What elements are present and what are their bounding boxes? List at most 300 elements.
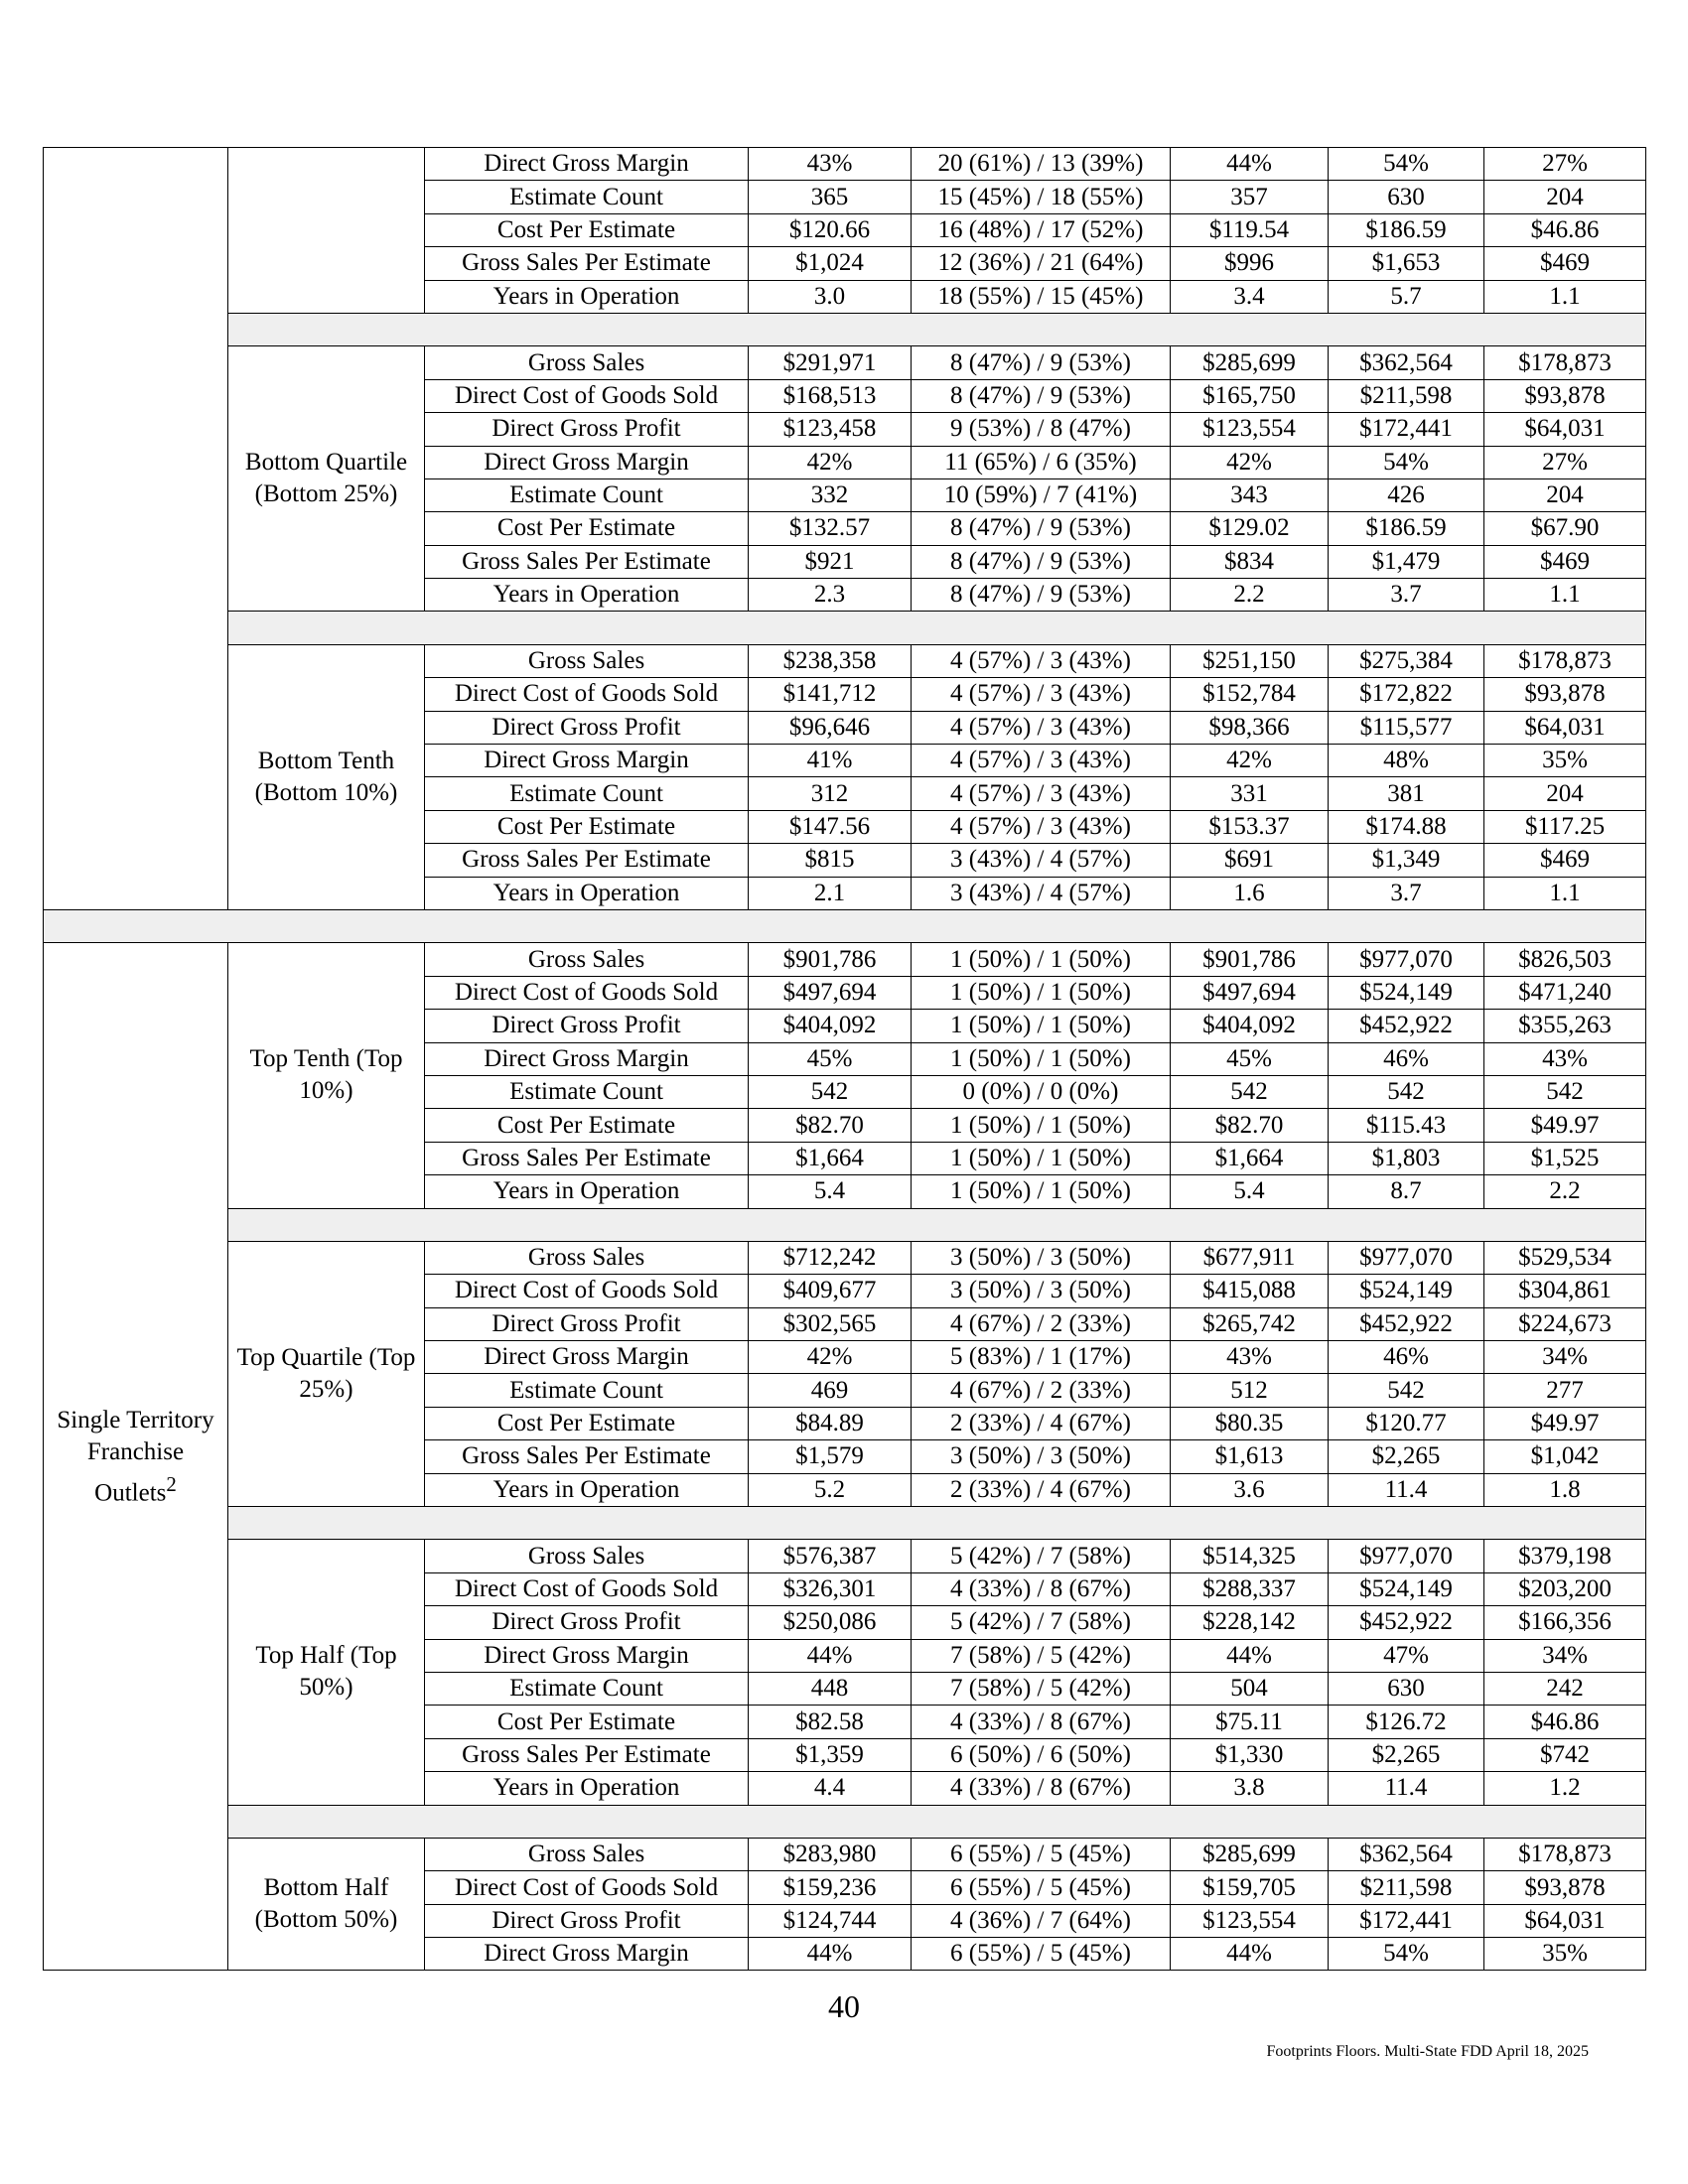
- high-value: $1,479: [1329, 545, 1484, 578]
- low-value: $67.90: [1484, 512, 1646, 545]
- metric-label: Estimate Count: [425, 478, 749, 511]
- metric-label: Cost Per Estimate: [425, 1706, 749, 1738]
- median-value: $285,699: [1171, 346, 1329, 379]
- high-value: $174.88: [1329, 810, 1484, 843]
- average-value: $1,579: [749, 1440, 912, 1473]
- metric-label: Direct Gross Margin: [425, 1341, 749, 1374]
- high-value: $362,564: [1329, 1838, 1484, 1870]
- median-value: 3.8: [1171, 1772, 1329, 1805]
- median-value: $901,786: [1171, 943, 1329, 976]
- group-separator-row: [44, 612, 1646, 644]
- above-below-count: 7 (58%) / 5 (42%): [912, 1672, 1171, 1705]
- low-value: 27%: [1484, 446, 1646, 478]
- average-value: $302,565: [749, 1307, 912, 1340]
- above-below-count: 4 (33%) / 8 (67%): [912, 1706, 1171, 1738]
- metric-label: Direct Gross Profit: [425, 1307, 749, 1340]
- median-value: $251,150: [1171, 644, 1329, 677]
- low-value: $304,861: [1484, 1275, 1646, 1307]
- average-value: $124,744: [749, 1904, 912, 1937]
- average-value: $168,513: [749, 379, 912, 412]
- above-below-count: 8 (47%) / 9 (53%): [912, 579, 1171, 612]
- table-row: [44, 1241, 1646, 1274]
- low-value: $64,031: [1484, 413, 1646, 446]
- footer-text: Footprints Floors. Multi-State FDD April 18, 2025: [1266, 2043, 1589, 2060]
- high-value: $524,149: [1329, 976, 1484, 1009]
- average-value: 2.3: [749, 579, 912, 612]
- above-below-count: 4 (57%) / 3 (43%): [912, 777, 1171, 810]
- average-value: $141,712: [749, 678, 912, 711]
- separator-cell: [228, 313, 1646, 345]
- median-value: 43%: [1171, 1341, 1329, 1374]
- low-value: $379,198: [1484, 1540, 1646, 1572]
- low-value: $46.86: [1484, 213, 1646, 246]
- low-value: $178,873: [1484, 346, 1646, 379]
- median-value: $129.02: [1171, 512, 1329, 545]
- above-below-count: 4 (33%) / 8 (67%): [912, 1772, 1171, 1805]
- separator-cell: [228, 1507, 1646, 1540]
- metric-label: Cost Per Estimate: [425, 512, 749, 545]
- median-value: 504: [1171, 1672, 1329, 1705]
- above-below-count: 4 (36%) / 7 (64%): [912, 1904, 1171, 1937]
- low-value: 1.2: [1484, 1772, 1646, 1805]
- high-value: $977,070: [1329, 1241, 1484, 1274]
- high-value: $524,149: [1329, 1572, 1484, 1605]
- low-value: $1,042: [1484, 1440, 1646, 1473]
- high-value: $186.59: [1329, 512, 1484, 545]
- low-value: 204: [1484, 777, 1646, 810]
- high-value: 54%: [1329, 446, 1484, 478]
- median-value: 331: [1171, 777, 1329, 810]
- median-value: $834: [1171, 545, 1329, 578]
- low-value: $93,878: [1484, 1871, 1646, 1904]
- average-value: 312: [749, 777, 912, 810]
- low-value: 2.2: [1484, 1175, 1646, 1208]
- low-value: $203,200: [1484, 1572, 1646, 1605]
- high-value: $452,922: [1329, 1307, 1484, 1340]
- high-value: $211,598: [1329, 1871, 1484, 1904]
- high-value: 3.7: [1329, 877, 1484, 909]
- median-value: 542: [1171, 1075, 1329, 1108]
- average-value: $147.56: [749, 810, 912, 843]
- above-below-count: 20 (61%) / 13 (39%): [912, 148, 1171, 181]
- metric-label: Direct Gross Margin: [425, 446, 749, 478]
- average-value: $96,646: [749, 711, 912, 744]
- above-below-count: 4 (57%) / 3 (43%): [912, 644, 1171, 677]
- median-value: $514,325: [1171, 1540, 1329, 1572]
- footnote-marker: 2: [166, 1471, 177, 1496]
- low-value: 204: [1484, 478, 1646, 511]
- metric-label: Cost Per Estimate: [425, 213, 749, 246]
- average-value: 448: [749, 1672, 912, 1705]
- above-below-count: 1 (50%) / 1 (50%): [912, 1175, 1171, 1208]
- average-value: $409,677: [749, 1275, 912, 1307]
- metric-label: Direct Cost of Goods Sold: [425, 1871, 749, 1904]
- above-below-count: 5 (42%) / 7 (58%): [912, 1606, 1171, 1639]
- median-value: 42%: [1171, 745, 1329, 777]
- metric-label: Gross Sales Per Estimate: [425, 1142, 749, 1174]
- group-label-cell: [228, 346, 425, 612]
- high-value: $186.59: [1329, 213, 1484, 246]
- low-value: 1.8: [1484, 1473, 1646, 1506]
- average-value: $815: [749, 844, 912, 877]
- low-value: 34%: [1484, 1341, 1646, 1374]
- group-label-cell: [228, 943, 425, 1208]
- metric-label: Gross Sales Per Estimate: [425, 545, 749, 578]
- median-value: $82.70: [1171, 1109, 1329, 1142]
- high-value: $452,922: [1329, 1606, 1484, 1639]
- high-value: 5.7: [1329, 280, 1484, 313]
- median-value: $265,742: [1171, 1307, 1329, 1340]
- above-below-count: 2 (33%) / 4 (67%): [912, 1407, 1171, 1439]
- high-value: $977,070: [1329, 1540, 1484, 1572]
- outlet-separator-row: [44, 909, 1646, 942]
- median-value: 44%: [1171, 1938, 1329, 1971]
- average-value: $82.70: [749, 1109, 912, 1142]
- average-value: 4.4: [749, 1772, 912, 1805]
- metric-label: Cost Per Estimate: [425, 1109, 749, 1142]
- above-below-count: 3 (50%) / 3 (50%): [912, 1440, 1171, 1473]
- low-value: $166,356: [1484, 1606, 1646, 1639]
- low-value: 277: [1484, 1374, 1646, 1407]
- low-value: $469: [1484, 844, 1646, 877]
- above-below-count: 10 (59%) / 7 (41%): [912, 478, 1171, 511]
- above-below-count: 9 (53%) / 8 (47%): [912, 413, 1171, 446]
- low-value: $49.97: [1484, 1407, 1646, 1439]
- outlet-type-label: Single Territory Franchise Outlets: [57, 1406, 214, 1507]
- median-value: $288,337: [1171, 1572, 1329, 1605]
- above-below-count: 3 (50%) / 3 (50%): [912, 1275, 1171, 1307]
- average-value: $132.57: [749, 512, 912, 545]
- median-value: $75.11: [1171, 1706, 1329, 1738]
- metric-label: Years in Operation: [425, 1473, 749, 1506]
- above-below-count: 5 (42%) / 7 (58%): [912, 1540, 1171, 1572]
- low-value: $355,263: [1484, 1010, 1646, 1042]
- median-value: $497,694: [1171, 976, 1329, 1009]
- metric-label: Gross Sales: [425, 346, 749, 379]
- metric-label: Estimate Count: [425, 1672, 749, 1705]
- above-below-count: 4 (67%) / 2 (33%): [912, 1307, 1171, 1340]
- group-separator-row: [44, 1507, 1646, 1540]
- above-below-count: 0 (0%) / 0 (0%): [912, 1075, 1171, 1108]
- separator-cell: [228, 1805, 1646, 1838]
- median-value: $159,705: [1171, 1871, 1329, 1904]
- high-value: $126.72: [1329, 1706, 1484, 1738]
- group-separator-row: [44, 313, 1646, 345]
- average-value: $120.66: [749, 213, 912, 246]
- table-row: [44, 148, 1646, 181]
- group-label: Bottom Quartile (Bottom 25%): [244, 449, 408, 508]
- metric-label: Direct Gross Margin: [425, 745, 749, 777]
- metric-label: Direct Gross Profit: [425, 413, 749, 446]
- above-below-count: 8 (47%) / 9 (53%): [912, 545, 1171, 578]
- group-label-cell: [228, 1838, 425, 1971]
- above-below-count: 4 (57%) / 3 (43%): [912, 745, 1171, 777]
- metric-label: Direct Cost of Goods Sold: [425, 379, 749, 412]
- average-value: 41%: [749, 745, 912, 777]
- above-below-count: 1 (50%) / 1 (50%): [912, 976, 1171, 1009]
- median-value: $153.37: [1171, 810, 1329, 843]
- high-value: $115.43: [1329, 1109, 1484, 1142]
- high-value: $362,564: [1329, 346, 1484, 379]
- high-value: $524,149: [1329, 1275, 1484, 1307]
- low-value: 34%: [1484, 1639, 1646, 1672]
- metric-label: Estimate Count: [425, 1075, 749, 1108]
- low-value: 35%: [1484, 1938, 1646, 1971]
- metric-label: Gross Sales: [425, 943, 749, 976]
- above-below-count: 4 (57%) / 3 (43%): [912, 810, 1171, 843]
- average-value: $291,971: [749, 346, 912, 379]
- metric-label: Direct Gross Margin: [425, 1639, 749, 1672]
- metric-label: Estimate Count: [425, 777, 749, 810]
- low-value: $178,873: [1484, 644, 1646, 677]
- above-below-count: 1 (50%) / 1 (50%): [912, 1042, 1171, 1075]
- average-value: $712,242: [749, 1241, 912, 1274]
- outlet-type-cell: [44, 148, 228, 910]
- group-label-cell: [228, 148, 425, 314]
- median-value: $123,554: [1171, 413, 1329, 446]
- group-separator-row: [44, 1208, 1646, 1241]
- metric-label: Years in Operation: [425, 1175, 749, 1208]
- low-value: $529,534: [1484, 1241, 1646, 1274]
- average-value: $84.89: [749, 1407, 912, 1439]
- table-row: [44, 1838, 1646, 1870]
- average-value: $576,387: [749, 1540, 912, 1572]
- low-value: $178,873: [1484, 1838, 1646, 1870]
- median-value: $677,911: [1171, 1241, 1329, 1274]
- metric-label: Gross Sales Per Estimate: [425, 247, 749, 280]
- above-below-count: 1 (50%) / 1 (50%): [912, 1142, 1171, 1174]
- high-value: 46%: [1329, 1341, 1484, 1374]
- low-value: $93,878: [1484, 379, 1646, 412]
- metric-label: Gross Sales: [425, 644, 749, 677]
- median-value: 45%: [1171, 1042, 1329, 1075]
- low-value: 35%: [1484, 745, 1646, 777]
- median-value: $98,366: [1171, 711, 1329, 744]
- separator-cell: [228, 612, 1646, 644]
- median-value: 5.4: [1171, 1175, 1329, 1208]
- average-value: 42%: [749, 446, 912, 478]
- median-value: $228,142: [1171, 1606, 1329, 1639]
- high-value: $1,349: [1329, 844, 1484, 877]
- above-below-count: 11 (65%) / 6 (35%): [912, 446, 1171, 478]
- separator-cell: [228, 1208, 1646, 1241]
- performance-table: [43, 147, 1646, 1971]
- average-value: $159,236: [749, 1871, 912, 1904]
- group-label: Top Tenth (Top 10%): [249, 1045, 403, 1105]
- high-value: $211,598: [1329, 379, 1484, 412]
- median-value: $119.54: [1171, 213, 1329, 246]
- above-below-count: 3 (50%) / 3 (50%): [912, 1241, 1171, 1274]
- above-below-count: 6 (55%) / 5 (45%): [912, 1838, 1171, 1870]
- median-value: $1,613: [1171, 1440, 1329, 1473]
- median-value: 44%: [1171, 1639, 1329, 1672]
- page-number: 40: [828, 1988, 860, 2024]
- low-value: 542: [1484, 1075, 1646, 1108]
- low-value: $93,878: [1484, 678, 1646, 711]
- average-value: 5.4: [749, 1175, 912, 1208]
- above-below-count: 3 (43%) / 4 (57%): [912, 844, 1171, 877]
- average-value: $1,664: [749, 1142, 912, 1174]
- metric-label: Gross Sales Per Estimate: [425, 1440, 749, 1473]
- median-value: $996: [1171, 247, 1329, 280]
- above-below-count: 4 (67%) / 2 (33%): [912, 1374, 1171, 1407]
- metric-label: Direct Cost of Goods Sold: [425, 976, 749, 1009]
- high-value: $452,922: [1329, 1010, 1484, 1042]
- above-below-count: 7 (58%) / 5 (42%): [912, 1639, 1171, 1672]
- above-below-count: 15 (45%) / 18 (55%): [912, 181, 1171, 213]
- metric-label: Direct Cost of Goods Sold: [425, 1572, 749, 1605]
- metric-label: Cost Per Estimate: [425, 810, 749, 843]
- above-below-count: 6 (50%) / 6 (50%): [912, 1738, 1171, 1771]
- high-value: 3.7: [1329, 579, 1484, 612]
- median-value: $1,664: [1171, 1142, 1329, 1174]
- high-value: $1,803: [1329, 1142, 1484, 1174]
- above-below-count: 16 (48%) / 17 (52%): [912, 213, 1171, 246]
- metric-label: Gross Sales Per Estimate: [425, 1738, 749, 1771]
- median-value: 42%: [1171, 446, 1329, 478]
- average-value: 43%: [749, 148, 912, 181]
- average-value: 44%: [749, 1938, 912, 1971]
- low-value: $742: [1484, 1738, 1646, 1771]
- median-value: $404,092: [1171, 1010, 1329, 1042]
- metric-label: Cost Per Estimate: [425, 1407, 749, 1439]
- low-value: $64,031: [1484, 711, 1646, 744]
- median-value: $152,784: [1171, 678, 1329, 711]
- metric-label: Gross Sales: [425, 1838, 749, 1870]
- average-value: 332: [749, 478, 912, 511]
- low-value: $469: [1484, 545, 1646, 578]
- median-value: $80.35: [1171, 1407, 1329, 1439]
- high-value: 542: [1329, 1374, 1484, 1407]
- metric-label: Direct Cost of Goods Sold: [425, 1275, 749, 1307]
- median-value: $285,699: [1171, 1838, 1329, 1870]
- metric-label: Direct Gross Profit: [425, 1904, 749, 1937]
- high-value: 630: [1329, 1672, 1484, 1705]
- average-value: 42%: [749, 1341, 912, 1374]
- metric-label: Direct Gross Profit: [425, 1010, 749, 1042]
- median-value: 3.4: [1171, 280, 1329, 313]
- average-value: $921: [749, 545, 912, 578]
- median-value: $691: [1171, 844, 1329, 877]
- average-value: 5.2: [749, 1473, 912, 1506]
- average-value: $1,359: [749, 1738, 912, 1771]
- average-value: 3.0: [749, 280, 912, 313]
- high-value: 8.7: [1329, 1175, 1484, 1208]
- high-value: 54%: [1329, 148, 1484, 181]
- above-below-count: 8 (47%) / 9 (53%): [912, 346, 1171, 379]
- high-value: 47%: [1329, 1639, 1484, 1672]
- above-below-count: 4 (33%) / 8 (67%): [912, 1572, 1171, 1605]
- average-value: $326,301: [749, 1572, 912, 1605]
- above-below-count: 1 (50%) / 1 (50%): [912, 943, 1171, 976]
- low-value: 1.1: [1484, 877, 1646, 909]
- high-value: $115,577: [1329, 711, 1484, 744]
- median-value: 1.6: [1171, 877, 1329, 909]
- metric-label: Direct Gross Margin: [425, 148, 749, 181]
- low-value: $1,525: [1484, 1142, 1646, 1174]
- metric-label: Direct Gross Profit: [425, 1606, 749, 1639]
- average-value: $283,980: [749, 1838, 912, 1870]
- high-value: $977,070: [1329, 943, 1484, 976]
- average-value: $250,086: [749, 1606, 912, 1639]
- average-value: 44%: [749, 1639, 912, 1672]
- high-value: $2,265: [1329, 1738, 1484, 1771]
- metric-label: Direct Gross Margin: [425, 1042, 749, 1075]
- median-value: $1,330: [1171, 1738, 1329, 1771]
- average-value: $82.58: [749, 1706, 912, 1738]
- metric-label: Gross Sales: [425, 1540, 749, 1572]
- high-value: 54%: [1329, 1938, 1484, 1971]
- average-value: 365: [749, 181, 912, 213]
- above-below-count: 8 (47%) / 9 (53%): [912, 379, 1171, 412]
- group-separator-row: [44, 1805, 1646, 1838]
- average-value: $404,092: [749, 1010, 912, 1042]
- table-row: [44, 346, 1646, 379]
- average-value: $1,024: [749, 247, 912, 280]
- low-value: 43%: [1484, 1042, 1646, 1075]
- metric-label: Direct Gross Margin: [425, 1938, 749, 1971]
- median-value: $415,088: [1171, 1275, 1329, 1307]
- high-value: $172,441: [1329, 413, 1484, 446]
- group-label-cell: [228, 1241, 425, 1506]
- high-value: $172,441: [1329, 1904, 1484, 1937]
- metric-label: Years in Operation: [425, 877, 749, 909]
- median-value: 3.6: [1171, 1473, 1329, 1506]
- median-value: $165,750: [1171, 379, 1329, 412]
- high-value: 48%: [1329, 745, 1484, 777]
- above-below-count: 18 (55%) / 15 (45%): [912, 280, 1171, 313]
- above-below-count: 5 (83%) / 1 (17%): [912, 1341, 1171, 1374]
- low-value: $224,673: [1484, 1307, 1646, 1340]
- table-row: [44, 1540, 1646, 1572]
- high-value: 426: [1329, 478, 1484, 511]
- average-value: $497,694: [749, 976, 912, 1009]
- above-below-count: 6 (55%) / 5 (45%): [912, 1871, 1171, 1904]
- above-below-count: 6 (55%) / 5 (45%): [912, 1938, 1171, 1971]
- median-value: 512: [1171, 1374, 1329, 1407]
- outlet-type-cell: [44, 943, 228, 1971]
- high-value: $1,653: [1329, 247, 1484, 280]
- above-below-count: 8 (47%) / 9 (53%): [912, 512, 1171, 545]
- group-label: Top Quartile (Top 25%): [236, 1343, 416, 1403]
- average-value: 2.1: [749, 877, 912, 909]
- metric-label: Estimate Count: [425, 1374, 749, 1407]
- above-below-count: 4 (57%) / 3 (43%): [912, 678, 1171, 711]
- low-value: 204: [1484, 181, 1646, 213]
- above-below-count: 2 (33%) / 4 (67%): [912, 1473, 1171, 1506]
- group-label-cell: [228, 644, 425, 909]
- above-below-count: 4 (57%) / 3 (43%): [912, 711, 1171, 744]
- separator-cell: [44, 909, 1646, 942]
- low-value: 27%: [1484, 148, 1646, 181]
- average-value: $901,786: [749, 943, 912, 976]
- high-value: $2,265: [1329, 1440, 1484, 1473]
- high-value: 46%: [1329, 1042, 1484, 1075]
- metric-label: Years in Operation: [425, 1772, 749, 1805]
- metric-label: Gross Sales Per Estimate: [425, 844, 749, 877]
- metric-label: Direct Cost of Goods Sold: [425, 678, 749, 711]
- median-value: 343: [1171, 478, 1329, 511]
- high-value: $275,384: [1329, 644, 1484, 677]
- group-label: Top Half (Top 50%): [255, 1642, 397, 1702]
- low-value: $117.25: [1484, 810, 1646, 843]
- high-value: 11.4: [1329, 1473, 1484, 1506]
- low-value: 1.1: [1484, 280, 1646, 313]
- above-below-count: 1 (50%) / 1 (50%): [912, 1010, 1171, 1042]
- low-value: $471,240: [1484, 976, 1646, 1009]
- median-value: 2.2: [1171, 579, 1329, 612]
- metric-label: Years in Operation: [425, 280, 749, 313]
